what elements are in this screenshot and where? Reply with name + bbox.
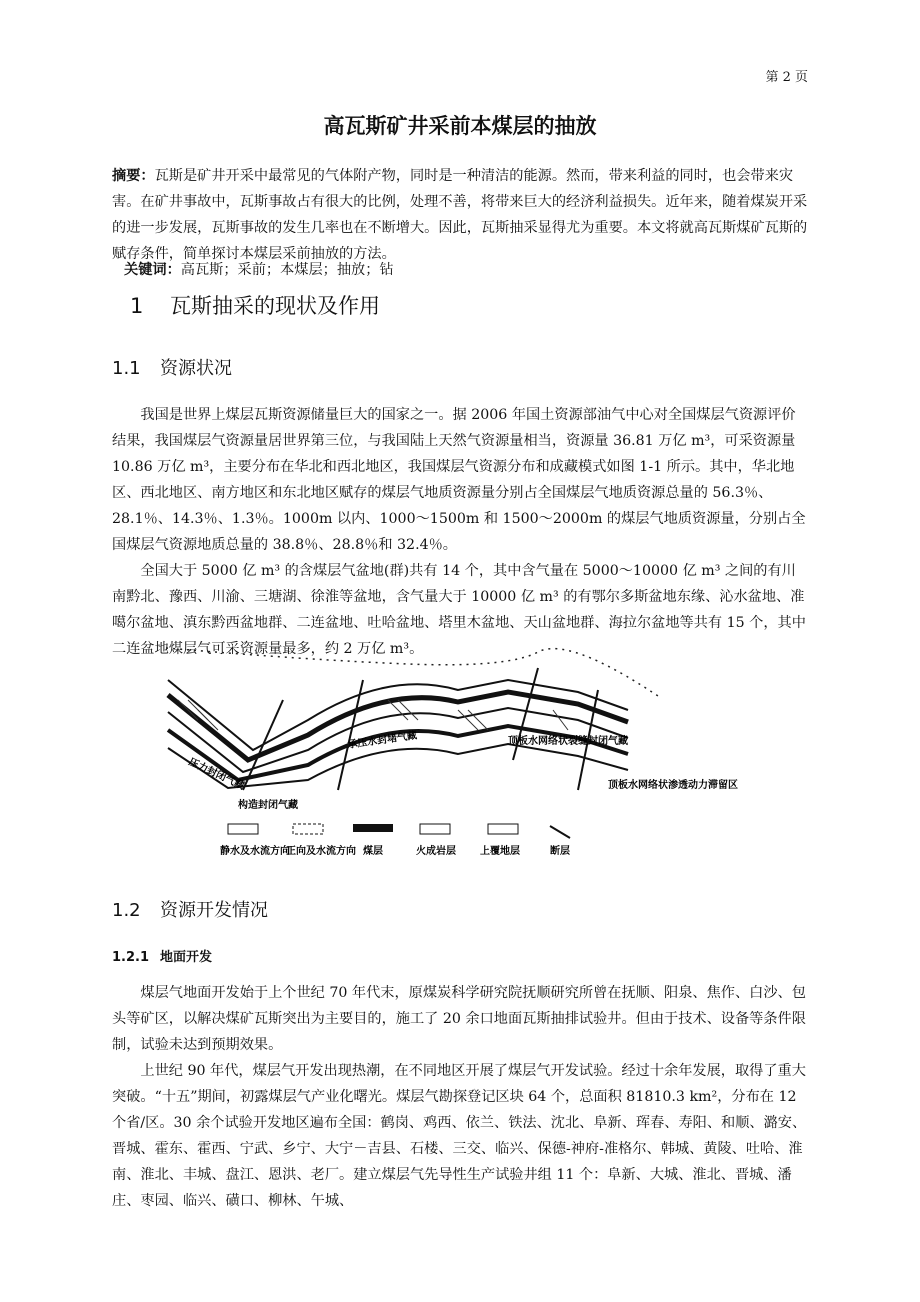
- paragraph: 我国是世界上煤层瓦斯资源储量巨大的国家之一。据 2006 年国土资源部油气中心对全国煤层气资源评价结果，我国煤层气资源量居世界第三位，与我国陆上天然气资源量相当，资源量 36.81 万亿 m³，可采资源量 10.86 万亿 m³，主要分布在华北和西北地区，我国煤层气资源分布和成藏模式如图 1-1 所示。其中，华北地区、西北地区、南方地区和东北地区赋存的煤层气地质资源量分别占全国煤层气地质资源总量的 56.3％、28.1％、14.3％、1.3％。1000m 以内、1000～1500m 和 1500～2000m 的煤层气地质资源量，分别占全国煤层气资源地质总量的 38.8％、28.8％和 32.4％。: [112, 407, 806, 553]
- section-title: 瓦斯抽采的现状及作用: [170, 294, 380, 318]
- section-number: 1.1: [112, 358, 141, 379]
- section-1-heading: [130, 290, 380, 320]
- document-title: 高瓦斯矿井采前本煤层的抽放: [323, 113, 597, 138]
- figure-label: 压力封闭气藏: [186, 756, 246, 793]
- abstract: [112, 163, 808, 267]
- section-1-2-heading: [112, 896, 268, 922]
- keywords-label: 关键词：: [124, 262, 181, 278]
- legend-label: 上覆地层: [480, 846, 520, 857]
- legend-label: 断层: [550, 846, 570, 857]
- figure-label: 顶板水网络状裂缝封闭气藏: [508, 736, 628, 747]
- section-title: 资源状况: [160, 358, 232, 379]
- section-1-1-heading: [112, 354, 232, 380]
- section-1-1-body: [112, 402, 808, 662]
- abstract-text: 瓦斯是矿井开采中最常见的气体附产物，同时是一种清洁的能源。然而，带来利益的同时，也会带来灾害。在矿井事故中，瓦斯事故占有很大的比例，处理不善，将带来巨大的经济利益损失。近年来，随着煤炭开采的进一步发展，瓦斯事故的发生几率也在不断增大。因此，瓦斯抽采显得尤为重要。本文将就高瓦斯煤矿瓦斯的赋存条件，简单探讨本煤层采前抽放的方法。: [112, 168, 808, 262]
- figure-label: 顶板水网络状渗透动力滞留区: [608, 780, 738, 791]
- figure-label: 构造封闭气藏: [238, 800, 298, 811]
- legend-label: 火成岩层: [416, 846, 456, 857]
- section-number: 1.2: [112, 900, 141, 921]
- paragraph: 煤层气地面开发始于上个世纪 70 年代末，原煤炭科学研究院抚顺研究所曾在抚顺、阳泉、焦作、白沙、包头等矿区，以解决煤矿瓦斯突出为主要目的，施工了 20 余口地面瓦斯抽排试验井。但由于技术、设备等条件限制，试验未达到预期效果。: [112, 985, 806, 1053]
- section-number: 1: [130, 294, 144, 318]
- figure-legend: [220, 824, 570, 857]
- section-1-2-1-heading: [112, 946, 212, 965]
- section-title: 资源开发情况: [160, 900, 268, 921]
- paragraph: 全国大于 5000 亿 m³ 的含煤层气盆地(群)共有 14 个，其中含气量在 5000～10000 亿 m³ 之间的有川南黔北、豫西、川渝、三塘湖、徐淮等盆地，含气量大于 10000 亿 m³ 的有鄂尔多斯盆地东缘、沁水盆地、准噶尔盆地、滇东黔西盆地群、二连盆地、吐哈盆地、塔里木盆地、天山盆地群、海拉尔盆地等共有 15 个，其中二连盆地煤层气可采资源量最多，约 2 万亿 m³。: [112, 563, 806, 657]
- section-1-2-1-body: [112, 980, 808, 1214]
- legend-label: 静水及水流方向: [220, 846, 290, 857]
- keywords: [124, 257, 820, 283]
- page-number: 第 2 页: [765, 70, 808, 85]
- section-title: 地面开发: [160, 950, 213, 965]
- abstract-label: 摘要：: [112, 168, 155, 184]
- legend-label: 正向及水流方向: [286, 846, 356, 857]
- figure-label: 承压水封堵气藏: [346, 730, 418, 751]
- section-number: 1.2.1: [112, 950, 150, 965]
- geologic-figure: [158, 640, 738, 872]
- paragraph: 上世纪 90 年代，煤层气开发出现热潮，在不同地区开展了煤层气开发试验。经过十余年发展，取得了重大突破。“十五”期间，初露煤层气产业化曙光。煤层气勘探登记区块 64 个，总面积 81810.3 km²，分布在 12 个省/区。30 余个试验开发地区遍布全国：鹤岗、鸡西、依兰、铁法、沈北、阜新、珲春、寿阳、和顺、潞安、晋城、霍东、霍西、宁武、乡宁、大宁－吉县、石楼、三交、临兴、保德-神府-准格尔、韩城、黄陵、吐哈、淮南、淮北、丰城、盘江、恩洪、老厂。建立煤层气先导性生产试验井组 11 个：阜新、大城、淮北、晋城、潘庄、枣园、临兴、磺口、柳林、午城、: [112, 1063, 807, 1209]
- legend-label: 煤层: [363, 846, 383, 857]
- keywords-text: 高瓦斯；采前；本煤层；抽放；钻: [180, 262, 394, 278]
